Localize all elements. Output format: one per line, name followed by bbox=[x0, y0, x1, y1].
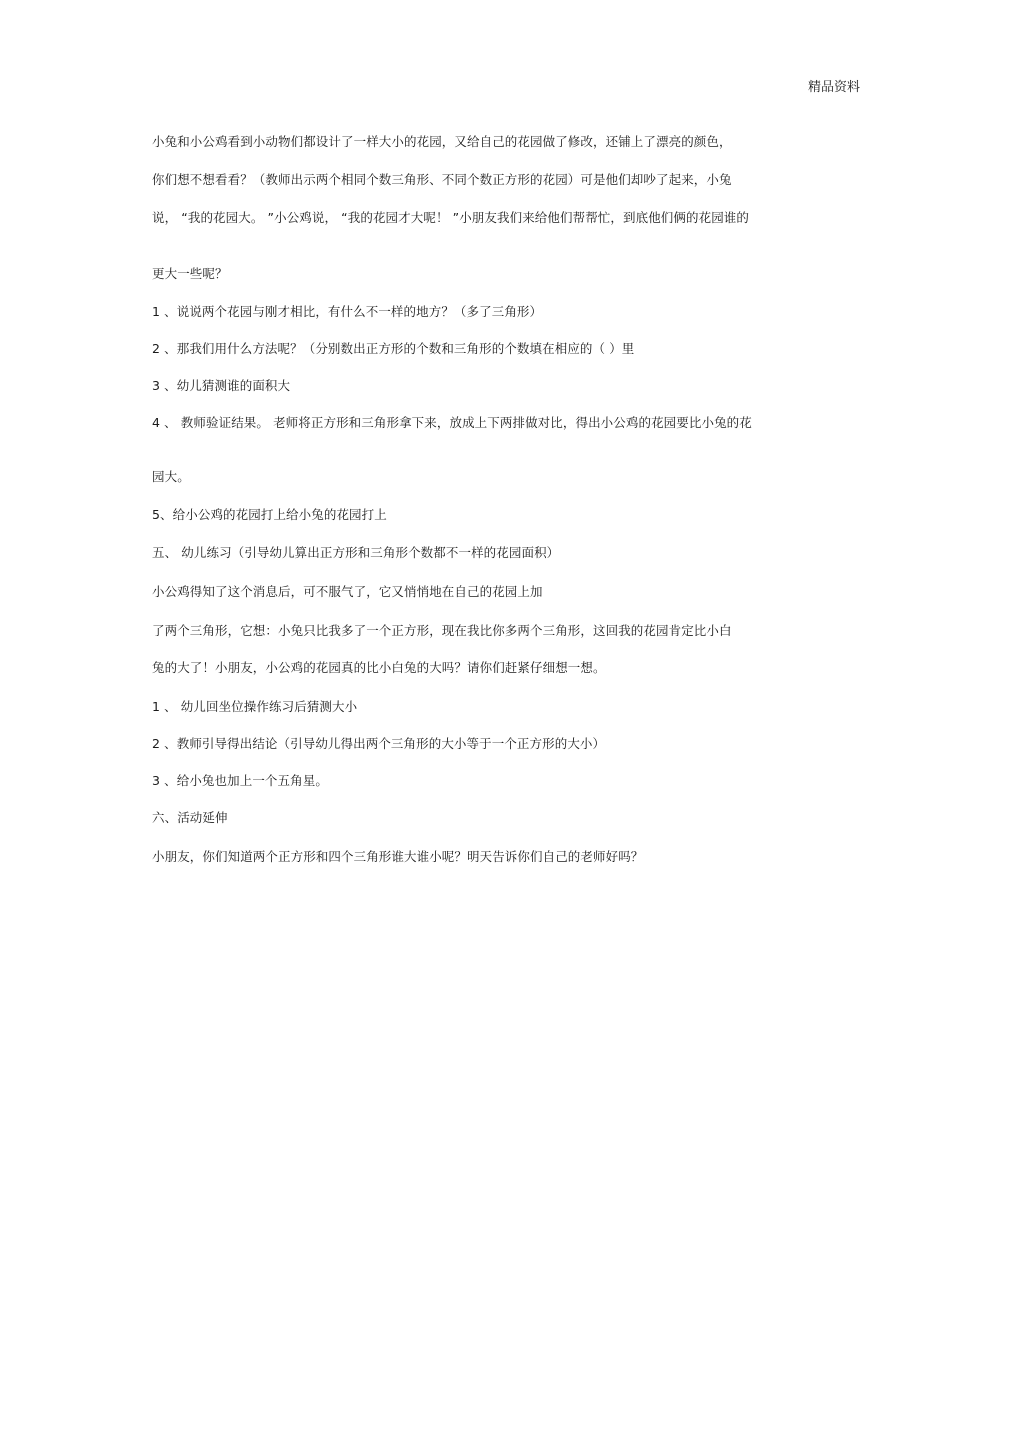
list-item: 2 、教师引导得出结论（引导幼儿得出两个三角形的大小等于一个正方形的大小） bbox=[152, 736, 606, 751]
list-item: 3 、给小兔也加上一个五角星。 bbox=[152, 773, 328, 788]
paragraph-line: 小公鸡得知了这个消息后，可不服气了，它又悄悄地在自己的花园上加 bbox=[152, 584, 543, 599]
paragraph-line: 了两个三角形，它想：小兔只比我多了一个正方形，现在我比你多两个三角形，这回我的花园肯定比小白 bbox=[152, 623, 732, 638]
list-item: 5、给小公鸡的花园打上给小兔的花园打上 bbox=[152, 507, 387, 522]
list-item: 1 、说说两个花园与刚才相比，有什么不一样的地方？（多了三角形） bbox=[152, 304, 543, 319]
paragraph-line: 小兔和小公鸡看到小动物们都设计了一样大小的花园，又给自己的花园做了修改，还铺上了漂亮的颜色， bbox=[152, 134, 732, 149]
paragraph-line: 说， “我的花园大。 ”小公鸡说， “我的花园才大呢！ ”小朋友我们来给他们帮帮忙，到底他们俩的花园谁的 bbox=[152, 210, 749, 225]
list-item: 1 、 幼儿回坐位操作练习后猜测大小 bbox=[152, 699, 358, 714]
section-heading: 六、活动延伸 bbox=[152, 810, 228, 825]
paragraph-line: 兔的大了！小朋友，小公鸡的花园真的比小白兔的大吗？请你们赶紧仔细想一想。 bbox=[152, 660, 606, 675]
paragraph-line: 园大。 bbox=[152, 469, 190, 484]
list-item: 2 、那我们用什么方法呢？（分别数出正方形的个数和三角形的个数填在相应的（ ）里 bbox=[152, 341, 635, 356]
header-tag: 精品资料 bbox=[808, 80, 861, 95]
paragraph-line: 你们想不想看看？（教师出示两个相同个数三角形、不同个数正方形的花园）可是他们却吵了起来，小兔 bbox=[152, 172, 732, 187]
paragraph-line: 更大一些呢？ bbox=[152, 266, 228, 281]
list-item: 3 、幼儿猜测谁的面积大 bbox=[152, 378, 291, 393]
section-heading: 五、 幼儿练习（引导幼儿算出正方形和三角形个数都不一样的花园面积） bbox=[152, 545, 560, 560]
paragraph-line: 小朋友，你们知道两个正方形和四个三角形谁大谁小呢？明天告诉你们自己的老师好吗？ bbox=[152, 849, 644, 864]
list-item: 4 、 教师验证结果。 老师将正方形和三角形拿下来，放成上下两排做对比，得出小公鸡的花园要比小兔的花 bbox=[152, 415, 752, 430]
